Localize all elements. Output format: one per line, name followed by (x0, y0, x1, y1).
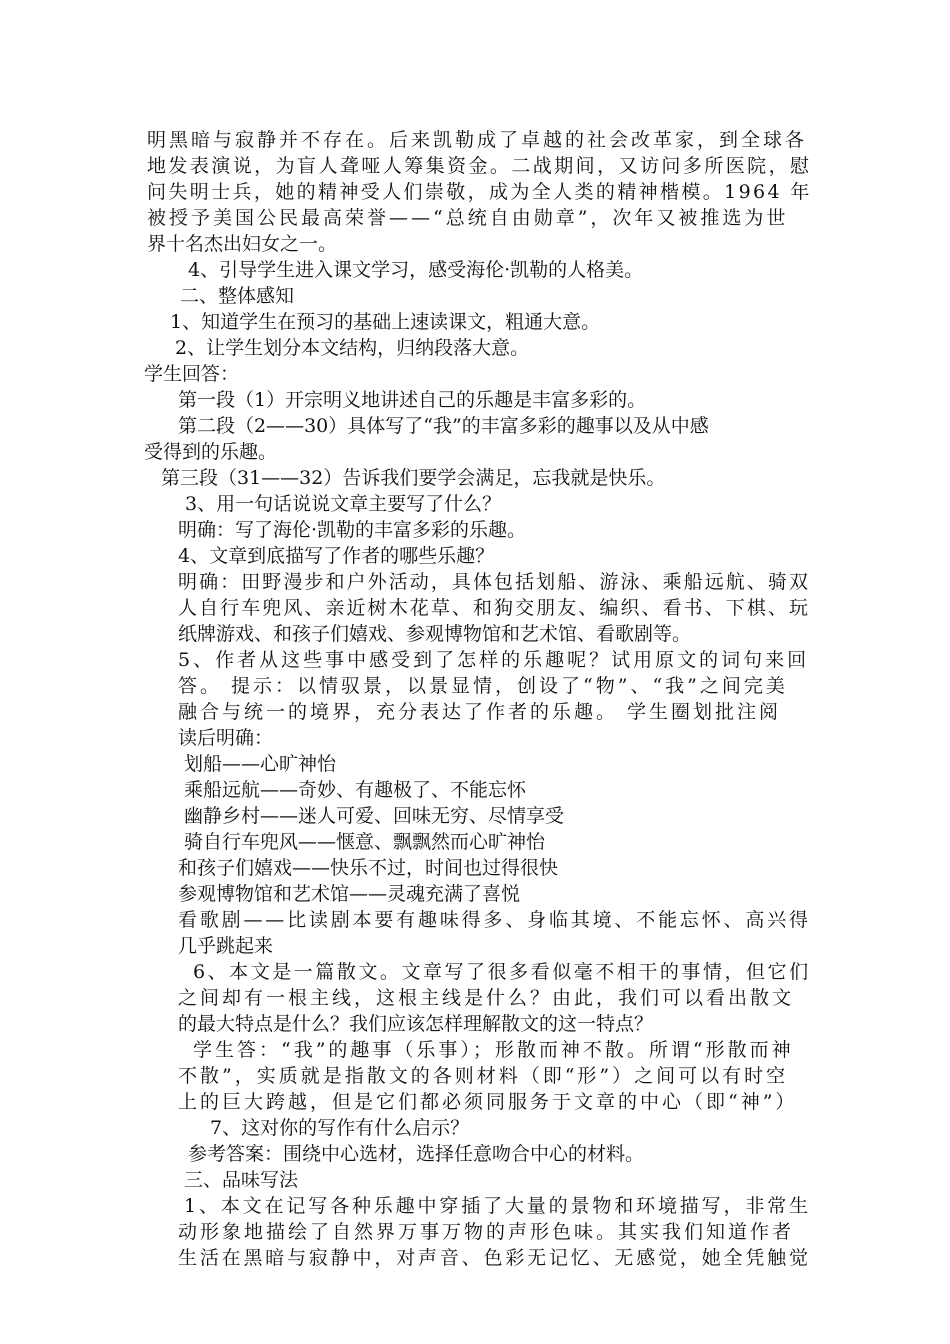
text-line: 第二段（2——30）具体写了“我”的丰富多彩的趣事以及从中感 (178, 415, 709, 437)
text-line: 几乎跳起来 (178, 935, 274, 957)
section-heading: 二、整体感知 (180, 285, 295, 307)
list-item: 和孩子们嬉戏——快乐不过，时间也过得很快 (178, 857, 559, 879)
text-line: 学生回答： (144, 363, 240, 385)
text-line: 7、这对你的写作有什么启示？ (210, 1117, 470, 1139)
text-line: 参考答案：围绕中心选材，选择任意吻合中心的材料。 (188, 1143, 645, 1165)
list-item: 参观博物馆和艺术馆——灵魂充满了喜悦 (178, 883, 521, 905)
text-line: 地发表演说，为盲人聋哑人筹集资金。二战期间，又访问多所医院，慰 (147, 155, 812, 177)
text-line: 第一段（1）开宗明义地讲述自己的乐趣是丰富多彩的。 (178, 389, 647, 411)
text-line: 明确：田野漫步和户外活动，具体包括划船、游泳、乘船远航、骑双 (178, 571, 811, 593)
list-item: 乘船远航——奇妙、有趣极了、不能忘怀 (184, 779, 527, 801)
list-item: 幽静乡村——迷人可爱、回味无穷、尽情享受 (184, 805, 565, 827)
text-line: 读后明确： (178, 727, 274, 749)
text-line: 受得到的乐趣。 (144, 441, 278, 463)
text-line: 1、本文在记写各种乐趣中穿插了大量的景物和环境描写，非常生 (184, 1195, 811, 1217)
list-item: 骑自行车兜风——惬意、飘飘然而心旷神怡 (184, 831, 546, 853)
text-line: 上的巨大跨越，但是它们都必须同服务于文章的中心（即“神”） (178, 1091, 798, 1113)
text-line: 4、引导学生进入课文学习，感受海伦·凯勒的人格美。 (188, 259, 644, 281)
text-line: 2、让学生划分本文结构，归纳段落大意。 (175, 337, 530, 359)
text-line: 学生答：“我”的趣事（乐事）；形散而神不散。所谓“形散而神 (193, 1039, 794, 1061)
text-line: 动形象地描绘了自然界万事万物的声形色味。其实我们知道作者 (178, 1221, 795, 1243)
list-item: 划船——心旷神怡 (184, 753, 337, 775)
text-line: 问失明士兵，她的精神受人们崇敬，成为全人类的精神楷模。1964 年 (147, 181, 812, 203)
section-heading: 三、品味写法 (184, 1169, 299, 1191)
text-line: 明黑暗与寂静并不存在。后来凯勒成了卓越的社会改革家，到全球各 (147, 129, 808, 151)
text-line: 6、本文是一篇散文。文章写了很多看似毫不相干的事情，但它们 (193, 961, 811, 983)
text-line: 人自行车兜风、亲近树木花草、和狗交朋友、编织、看书、下棋、玩 (178, 597, 811, 619)
text-line: 3、用一句话说说文章主要写了什么？ (185, 493, 502, 515)
text-line: 生活在黑暗与寂静中，对声音、色彩无记忆、无感觉，她全凭触觉 (178, 1247, 811, 1269)
text-line: 纸牌游戏、和孩子们嬉戏、参观博物馆和艺术馆、看歌剧等。 (178, 623, 692, 645)
text-line: 不散”，实质就是指散文的各则材料（即“形”）之间可以有时空 (178, 1065, 789, 1087)
text-line: 被授予美国公民最高荣誉——“总统自由勋章”，次年又被推选为世 (147, 207, 789, 229)
text-line: 之间却有一根主线，这根主线是什么？由此，我们可以看出散文 (178, 987, 795, 1009)
text-line: 第三段（31——32）告诉我们要学会满足，忘我就是快乐。 (161, 467, 666, 489)
text-line: 答。 提示：以情驭景，以景显情，创设了“物”、“我”之间完美 (178, 675, 788, 697)
text-line: 4、文章到底描写了作者的哪些乐趣？ (178, 545, 495, 567)
text-line: 的最大特点是什么？我们应该怎样理解散文的这一特点？ (178, 1013, 654, 1035)
text-line: 5、作者从这些事中感受到了怎样的乐趣呢？试用原文的词句来回 (178, 649, 810, 671)
text-line: 融合与统一的境界，充分表达了作者的乐趣。 学生圈划批注阅 (178, 701, 782, 723)
text-line: 界十名杰出妇女之一。 (147, 233, 338, 255)
text-line: 明确：写了海伦·凯勒的丰富多彩的乐趣。 (178, 519, 527, 541)
list-item: 看歌剧——比读剧本要有趣味得多、身临其境、不能忘怀、高兴得 (178, 909, 811, 931)
text-line: 1、知道学生在预习的基础上速读课文，粗通大意。 (170, 311, 601, 333)
